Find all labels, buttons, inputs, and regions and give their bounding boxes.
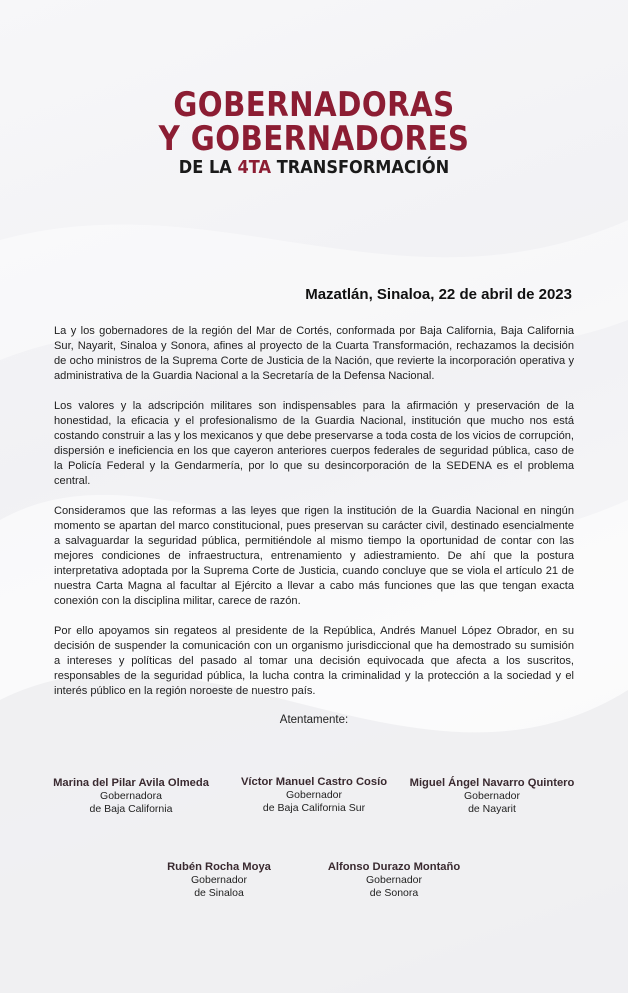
signature-block-nayarit: [402, 777, 582, 816]
letterhead: [0, 85, 628, 178]
signatory-name: Alfonso Durazo Montaño: [327, 861, 461, 873]
signatory-title: Gobernadora: [100, 790, 162, 802]
letterhead-line-2: Y GOBERNADORES: [158, 119, 470, 159]
paragraph-3: Consideramos que las reformas a las leyes que rigen la institución de la Guardia Nacional en ningún momento se apartan del marco constitucional, pues preservan su carácter civil, destinado esencialmente a salvaguardar la seguridad pública, permitiéndole al mismo tiempo la oportunidad de contar con las mejores condiciones de infraestructura, entrenamiento y adiestramiento. De ahí que la postura interpretativa adoptada por la Suprema Corte de Justicia, cuando concluye que se viola el artículo 21 de nuestra Carta Magna al facultar al Ejército a llevar a cabo más funciones que las que tengan exacta conexión con la disciplina militar, carece de razón.: [54, 505, 574, 607]
signatory-state: de Baja California Sur: [262, 802, 366, 814]
signatory-name: Miguel Ángel Navarro Quintero: [409, 777, 575, 789]
letter-date: Mazatlán, Sinaloa, 22 de abril de 2023: [305, 286, 572, 303]
signatory-name: Víctor Manuel Castro Cosío: [240, 776, 388, 788]
signatory-title: Gobernador: [463, 790, 521, 802]
paragraph-2: Los valores y la adscripción militares son indispensables para la afirmación y preservación de la honestidad, la eficacia y el profesionalismo de la Guardia Nacional, institución que mucho nos está costando construir a las y los mexicanos y que debe preservarse a toda costa de los vicios de corrupción, dispersión e ineficiencia en los que cayeron anteriores cuerpos federales de seguridad pública, caso de la Policía Federal y la Gendarmería, por lo que su desincorporación de la SEDENA es el problema central.: [54, 400, 574, 487]
letterhead-line-1: GOBERNADORAS: [173, 85, 455, 125]
signature-block-sonora: [316, 861, 472, 900]
signatory-name: Marina del Pilar Avila Olmeda: [53, 777, 209, 789]
signatory-state: de Baja California: [89, 803, 173, 815]
letterhead-line-3: [31, 158, 596, 178]
closing-salutation: Atentamente:: [279, 714, 349, 726]
letter-body: [54, 324, 574, 714]
signatory-state: de Sinaloa: [194, 887, 244, 899]
signature-block-sinaloa: [140, 861, 298, 900]
signatory-name: Rubén Rocha Moya: [167, 861, 271, 873]
letterhead-line-3-accent: 4TA: [237, 157, 272, 178]
signatory-title: Gobernador: [365, 874, 423, 886]
paragraph-1: La y los gobernadores de la región del Mar de Cortés, conformada por Baja California, Baja California Sur, Nayarit, Sinaloa y Sonora, afines al proyecto de la Cuarta Transformación, rechazamos la decisión de ocho ministros de la Suprema Corte de Justicia de la Nación, que revierte la incorporación operativa y administrativa de la Guardia Nacional a la Secretaría de la Defensa Nacional.: [54, 325, 574, 382]
signature-block-baja-california: [42, 777, 220, 816]
letterhead-line-3-suffix: TRANSFORMACIÓN: [271, 157, 450, 178]
signatory-title: Gobernador: [285, 789, 343, 801]
paragraph-4: Por ello apoyamos sin regateos al presidente de la República, Andrés Manuel López Obrador, en su decisión de suspender la comunicación con un organismo jurisdiccional que ha demostrado su sumisión a intereses y políticas del pasado al tomar una decisión equivocada que afecta a los suscritos, responsables de la seguridad pública, la lucha contra la criminalidad y la protección a la sociedad y el interés público en la región noroeste de nuestro país.: [54, 625, 574, 697]
signature-block-baja-california-sur: [228, 776, 400, 815]
signatory-state: de Sonora: [369, 887, 419, 899]
signatory-state: de Nayarit: [468, 803, 516, 815]
signatory-title: Gobernador: [190, 874, 248, 886]
letterhead-line-3-prefix: DE LA: [178, 157, 238, 178]
